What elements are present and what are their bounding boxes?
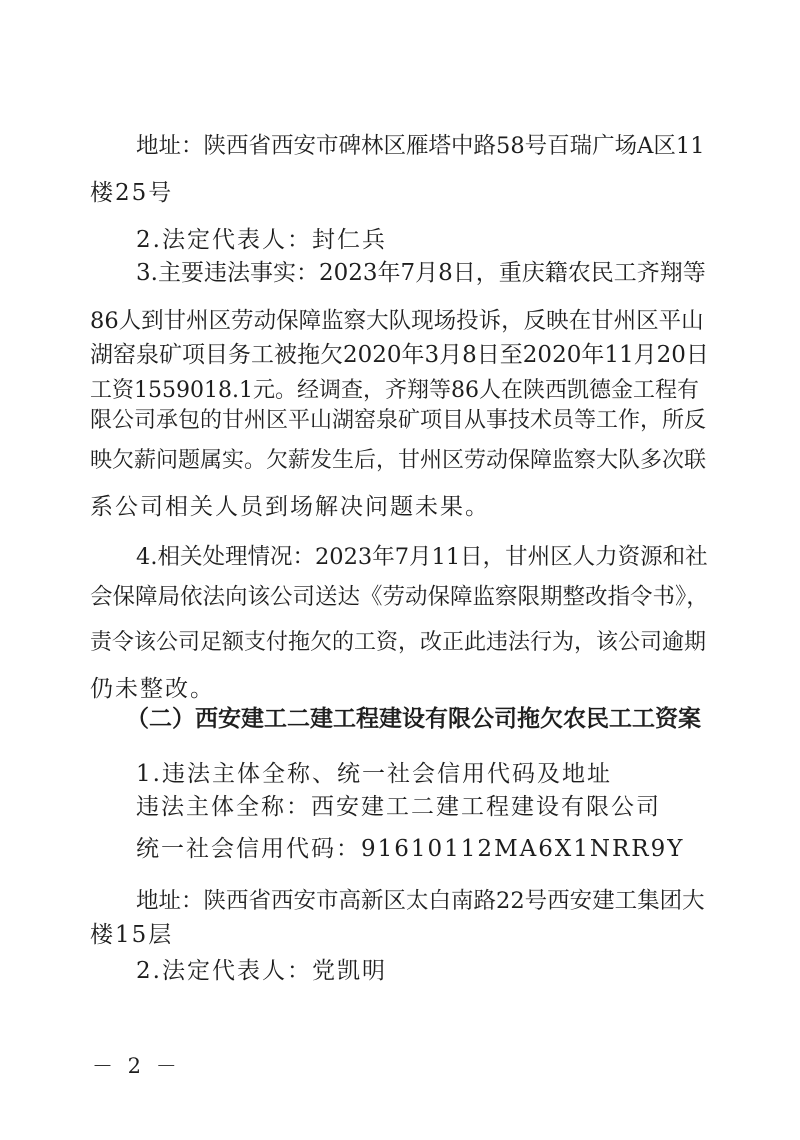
text-line-legal-rep-2: 2.法定代表人：党凯明: [136, 958, 387, 984]
text-line-handling-3: 责令该公司足额支付拖欠的工资，改正此违法行为，该公司逾期: [90, 630, 707, 655]
text-line-handling-4: 仍未整改。: [90, 676, 215, 702]
page-number: － 2 －: [92, 1054, 181, 1078]
text-line-subject-name: 违法主体全称：西安建工二建工程建设有限公司: [136, 794, 661, 820]
text-line-subject-heading: 1.违法主体全称、统一社会信用代码及地址: [136, 761, 612, 787]
text-line-facts-4: 工资1559018.1元。经调查，齐翔等86人在陕西凯德金工程有: [90, 378, 699, 403]
text-line-address-b-2: 楼15层: [90, 922, 174, 948]
text-line-facts-2: 86人到甘州区劳动保障监察大队现场投诉，反映在甘州区平山: [90, 308, 704, 334]
text-line-facts-5: 限公司承包的甘州区平山湖窑泉矿项目从事技术员等工作，所反: [90, 408, 707, 433]
section-heading: （二）西安建工二建工程建设有限公司拖欠农民工工资案: [126, 706, 701, 732]
text-line-facts-1: 3.主要违法事实：2023年7月8日，重庆籍农民工齐翔等: [136, 260, 706, 286]
text-line-facts-6: 映欠薪问题属实。欠薪发生后，甘州区劳动保障监察大队多次联: [90, 448, 707, 473]
text-line-facts-7: 系公司相关人员到场解决问题未果。: [90, 494, 490, 520]
text-line-address-2: 楼25号: [90, 180, 174, 206]
text-line-handling-1: 4.相关处理情况：2023年7月11日，甘州区人力资源和社: [136, 544, 708, 570]
text-line-credit-code: 统一社会信用代码：91610112MA6X1NRR9Y: [136, 836, 685, 862]
text-line-legal-rep-1: 2.法定代表人：封仁兵: [136, 227, 387, 253]
text-line-facts-3: 湖窑泉矿项目务工被拖欠2020年3月8日至2020年11月20日: [90, 342, 709, 368]
text-line-address-1: 地址：陕西省西安市碑林区雁塔中路58号百瑞广场A区11: [136, 133, 705, 159]
text-line-address-b-1: 地址：陕西省西安市高新区太白南路22号西安建工集团大: [136, 888, 705, 914]
text-line-handling-2: 会保障局依法向该公司送达《劳动保障监察限期整改指令书》，: [90, 584, 709, 610]
